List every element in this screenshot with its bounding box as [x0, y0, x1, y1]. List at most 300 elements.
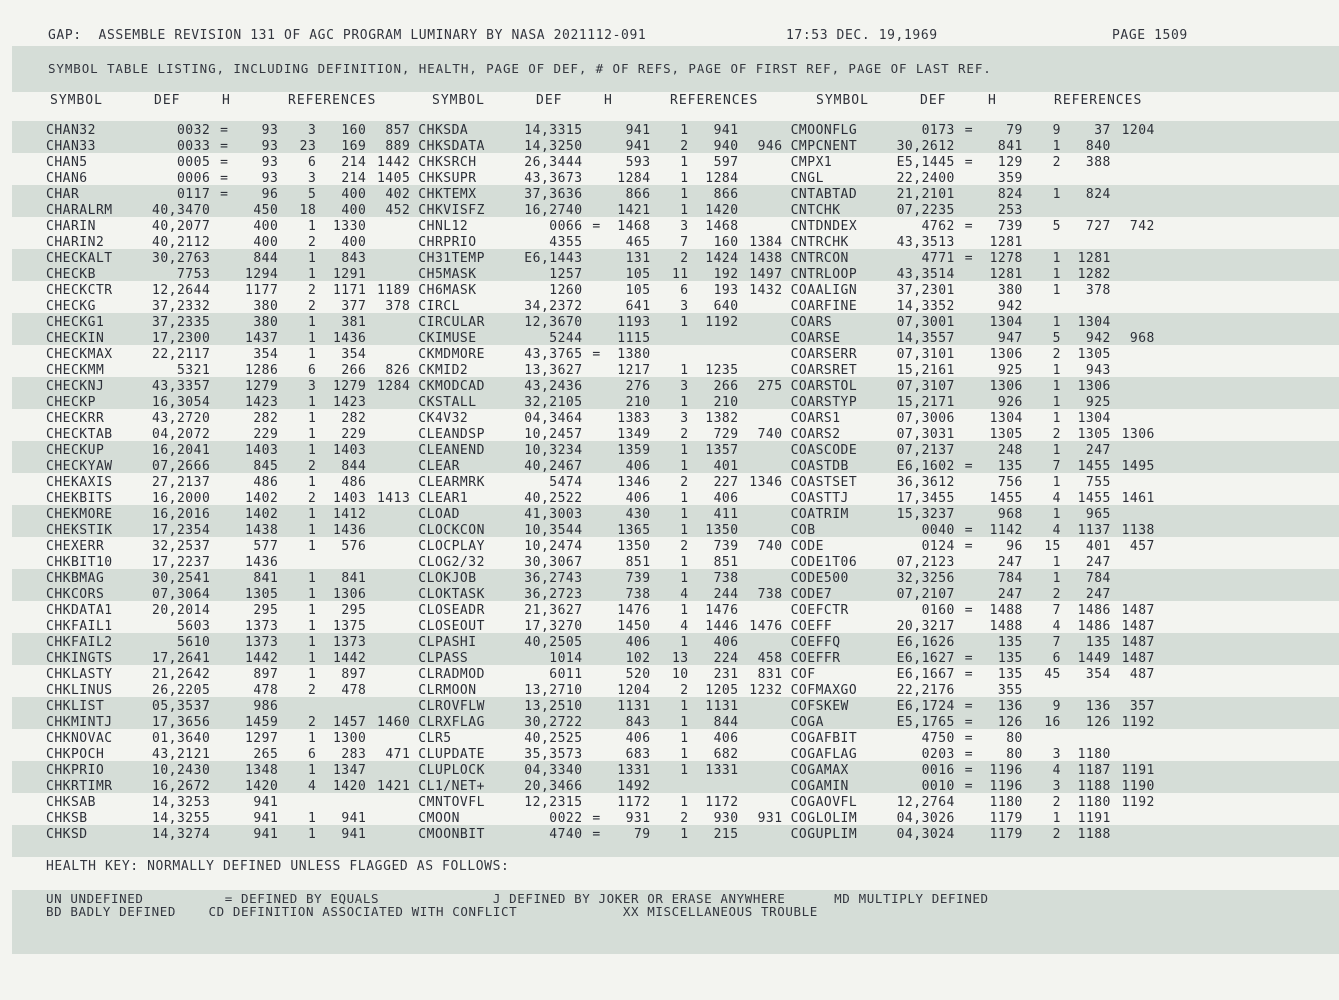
last-ref — [739, 715, 783, 731]
symbol-health — [583, 795, 611, 811]
first-ref: 283 — [341, 747, 367, 762]
symbol-def: 36,2743 — [524, 571, 583, 586]
ref-count: 4 — [1052, 523, 1061, 538]
first-ref: 400 — [341, 235, 367, 250]
symbol-name: CHKSDATA — [418, 139, 485, 154]
first-ref — [316, 555, 366, 571]
column-gap — [410, 251, 418, 267]
symbol-health — [583, 763, 611, 779]
column-gap — [410, 507, 418, 523]
last-ref — [739, 827, 783, 843]
symbol-def: 40,2467 — [524, 459, 583, 474]
ref-count: 2 — [307, 235, 317, 250]
symbol-def: 41,3003 — [524, 507, 583, 522]
first-ref — [1061, 299, 1111, 315]
column-gap — [410, 539, 418, 555]
def-page: 79 — [1006, 123, 1023, 138]
symbol-health: = — [592, 219, 601, 234]
symbol-health — [210, 491, 238, 507]
symbol-health — [210, 299, 238, 315]
symbol-name: COARS1 — [790, 411, 841, 426]
ref-count: 3 — [680, 379, 689, 394]
symbol-def: 40,2525 — [524, 731, 583, 746]
ref-count: 1 — [1052, 571, 1061, 586]
symbol-health: = — [964, 651, 974, 666]
first-ref: 943 — [1085, 363, 1111, 378]
last-ref — [366, 699, 410, 715]
column-gap — [783, 363, 791, 379]
column-gap — [410, 411, 418, 427]
ref-count: 1 — [1052, 315, 1061, 330]
symbol-def: 20,3466 — [524, 779, 583, 794]
last-ref — [739, 347, 783, 363]
symbol-name: CHECKMAX — [46, 347, 113, 362]
symbol-health: = — [964, 715, 974, 730]
symbol-name: CHKSRCH — [418, 155, 477, 170]
symbol-health — [955, 363, 983, 379]
first-ref — [1061, 171, 1111, 187]
symbol-health: = — [964, 699, 974, 714]
column-gap — [783, 779, 791, 795]
last-ref: 831 — [757, 667, 783, 682]
symbol-health — [210, 203, 238, 219]
symbol-name: CLOSEOUT — [418, 619, 485, 634]
symbol-name: CMNTOVFL — [418, 795, 485, 810]
def-page: 406 — [625, 491, 651, 506]
symbol-health — [210, 475, 238, 491]
symbol-name: COGAFLAG — [790, 747, 858, 762]
last-ref: 931 — [757, 811, 783, 826]
symbol-name: CLEAR — [418, 459, 460, 474]
symbol-def: 26,3444 — [524, 155, 583, 170]
column-gap — [410, 747, 418, 763]
last-ref — [366, 235, 410, 251]
first-ref: 354 — [341, 347, 367, 362]
symbol-health — [583, 523, 611, 539]
last-ref: 1204 — [1121, 123, 1155, 138]
symbol-health: = — [964, 219, 974, 234]
symbol-health — [583, 779, 611, 795]
ref-count: 10 — [671, 667, 689, 682]
symbol-health — [210, 587, 238, 603]
def-page: 1468 — [617, 219, 651, 234]
table-row — [46, 219, 1155, 235]
symbol-def: 17,3656 — [152, 715, 211, 730]
def-page: 851 — [625, 555, 651, 570]
def-page: 1346 — [617, 475, 651, 490]
symbol-health — [955, 139, 983, 155]
def-page: 866 — [625, 187, 651, 202]
def-page: 1383 — [617, 411, 651, 426]
first-ref: 1357 — [705, 443, 739, 458]
symbol-health — [210, 363, 238, 379]
symbol-def: E6,1667 — [896, 667, 955, 682]
first-ref: 1305 — [1077, 347, 1111, 362]
symbol-def: 5474 — [549, 475, 583, 490]
symbol-def: 05,3537 — [152, 699, 211, 714]
ref-count: 1 — [1052, 475, 1061, 490]
symbol-name: CLROVFLW — [418, 699, 485, 714]
column-gap — [783, 171, 791, 187]
table-row — [46, 139, 1155, 155]
first-ref: 1284 — [705, 171, 739, 186]
symbol-health — [583, 123, 611, 139]
def-page: 282 — [253, 411, 279, 426]
symbol-name: CKMDMORE — [418, 347, 485, 362]
def-page: 1286 — [244, 363, 279, 378]
column-gap — [783, 155, 791, 171]
ref-count: 1 — [1052, 555, 1061, 570]
ref-count: 3 — [680, 299, 689, 314]
symbol-def: 0010 — [921, 779, 955, 794]
symbol-def: 40,2505 — [524, 635, 583, 650]
health-key-title: HEALTH KEY: NORMALLY DEFINED UNLESS FLAGGED AS FOLLOWS: — [46, 859, 510, 874]
last-ref — [1111, 299, 1155, 315]
column-gap — [410, 379, 418, 395]
def-page: 1331 — [617, 763, 651, 778]
symbol-health — [955, 395, 983, 411]
first-ref: 266 — [341, 363, 367, 378]
ref-count — [651, 331, 689, 347]
symbol-def: 04,3464 — [524, 411, 583, 426]
ref-count: 1 — [1052, 443, 1061, 458]
ref-count: 5 — [307, 187, 317, 202]
symbol-health — [210, 331, 238, 347]
symbol-health — [583, 299, 611, 315]
last-ref — [739, 523, 783, 539]
last-ref — [739, 155, 783, 171]
column-gap — [410, 459, 418, 475]
symbol-def: 0033 — [176, 139, 211, 154]
first-ref: 1403 — [332, 443, 367, 458]
def-page: 1278 — [989, 251, 1023, 266]
symbol-health — [210, 795, 238, 811]
symbol-def: 10,2474 — [524, 539, 583, 554]
ref-count: 1 — [307, 763, 317, 778]
symbol-name: COGLOLIM — [790, 811, 858, 826]
ref-count — [1023, 235, 1061, 251]
ref-count: 3 — [307, 379, 317, 394]
column-gap — [783, 379, 791, 395]
column-gap — [410, 491, 418, 507]
def-page: 105 — [625, 283, 651, 298]
last-ref: 1432 — [749, 283, 783, 298]
def-page: 1306 — [989, 379, 1023, 394]
last-ref — [366, 539, 410, 555]
ref-count: 7 — [1052, 459, 1061, 474]
def-page: 641 — [625, 299, 651, 314]
def-page: 406 — [625, 731, 651, 746]
last-ref: 946 — [757, 139, 783, 154]
column-gap — [410, 731, 418, 747]
last-ref — [1111, 187, 1155, 203]
first-ref: 1436 — [332, 523, 367, 538]
symbol-def: 17,3455 — [896, 491, 955, 506]
column-gap — [783, 651, 791, 667]
symbol-def: 37,3636 — [524, 187, 583, 202]
column-gap — [783, 587, 791, 603]
column-gap — [783, 235, 791, 251]
symbol-def: E6,1724 — [896, 699, 955, 714]
table-row — [46, 475, 1155, 491]
def-page: 947 — [997, 331, 1023, 346]
symbol-name: COEFF — [790, 619, 833, 634]
ref-count: 1 — [1052, 395, 1061, 410]
col-header-symbol: SYMBOL — [432, 93, 485, 108]
column-gap — [410, 635, 418, 651]
symbol-def: 5321 — [176, 363, 211, 378]
symbol-def: 0124 — [921, 539, 955, 554]
column-gap — [783, 347, 791, 363]
symbol-def: 21,2642 — [152, 667, 211, 682]
first-ref: 1423 — [332, 395, 367, 410]
symbol-health — [583, 283, 611, 299]
first-ref: 1304 — [1077, 411, 1111, 426]
symbol-health — [210, 715, 238, 731]
table-row — [46, 395, 1155, 411]
def-page: 96 — [1006, 539, 1023, 554]
ref-count: 1 — [680, 795, 689, 810]
last-ref — [1111, 747, 1155, 763]
symbol-name: COEFCTR — [790, 603, 849, 618]
symbol-health: = — [592, 827, 601, 842]
last-ref — [739, 123, 783, 139]
symbol-health — [955, 795, 983, 811]
first-ref: 576 — [341, 539, 367, 554]
symbol-health — [583, 139, 611, 155]
symbol-def: 1257 — [549, 267, 583, 282]
symbol-health: = — [964, 779, 974, 794]
symbol-name: CHKSUPR — [418, 171, 477, 186]
ref-count: 3 — [307, 171, 317, 186]
first-ref: 1382 — [705, 411, 739, 426]
ref-count: 15 — [1044, 539, 1061, 554]
symbol-name: CHKPOCH — [46, 747, 105, 762]
symbol-health — [583, 555, 611, 571]
first-ref: 843 — [341, 251, 367, 266]
ref-count: 2 — [307, 715, 317, 730]
ref-count: 1 — [1052, 251, 1061, 266]
first-ref — [689, 331, 739, 347]
symbol-def: 0203 — [921, 747, 955, 762]
symbol-def: 07,2107 — [896, 587, 955, 602]
symbol-def: 10,2430 — [152, 763, 211, 778]
last-ref — [1111, 315, 1155, 331]
def-page: 942 — [997, 299, 1023, 314]
ref-count: 9 — [1052, 699, 1061, 714]
last-ref: 1138 — [1121, 523, 1155, 538]
column-gap — [783, 827, 791, 843]
symbol-name: CHECKUP — [46, 443, 105, 458]
ref-count: 1 — [680, 555, 689, 570]
first-ref: 192 — [713, 267, 739, 282]
symbol-name: CHAN6 — [46, 171, 88, 186]
symbol-def: 43,3513 — [896, 235, 955, 250]
ref-count: 7 — [1052, 603, 1061, 618]
symbol-def: 34,2372 — [524, 299, 583, 314]
ref-count: 1 — [307, 395, 317, 410]
col-header-def: DEF — [154, 93, 181, 108]
last-ref — [1111, 235, 1155, 251]
symbol-health: = — [964, 523, 974, 538]
last-ref: 1191 — [1121, 763, 1155, 778]
symbol-name: CHECKB — [46, 267, 96, 282]
column-gap — [783, 539, 791, 555]
symbol-name: CHECKNJ — [46, 379, 105, 394]
symbol-health — [583, 731, 611, 747]
last-ref: 1487 — [1121, 619, 1155, 634]
symbol-def: 04,2072 — [152, 427, 211, 442]
first-ref: 126 — [1085, 715, 1111, 730]
first-ref: 1468 — [705, 219, 739, 234]
symbol-def: E6,1627 — [896, 651, 955, 666]
last-ref — [739, 779, 783, 795]
ref-count: 4 — [1052, 763, 1061, 778]
symbol-name: CHECKTAB — [46, 427, 113, 442]
ref-count: 2 — [680, 539, 689, 554]
listing-title: GAP: ASSEMBLE REVISION 131 OF AGC PROGRAM LUMINARY BY NASA 2021112-091 — [48, 28, 647, 43]
last-ref — [1111, 555, 1155, 571]
first-ref: 1331 — [705, 763, 739, 778]
symbol-health — [583, 203, 611, 219]
symbol-def: E6,1626 — [896, 635, 955, 650]
def-page: 1402 — [244, 491, 279, 506]
symbol-name: CH6MASK — [418, 283, 477, 298]
first-ref: 231 — [713, 667, 739, 682]
symbol-def: 10,3544 — [524, 523, 583, 538]
def-page: 1380 — [617, 347, 651, 362]
symbol-name: COASTDB — [790, 459, 849, 474]
first-ref — [1061, 203, 1111, 219]
def-page: 986 — [253, 699, 279, 714]
first-ref: 136 — [1085, 699, 1111, 714]
column-gap — [410, 315, 418, 331]
last-ref: 1192 — [1121, 795, 1155, 810]
def-page: 400 — [253, 219, 279, 234]
column-gap — [410, 587, 418, 603]
symbol-health — [210, 315, 238, 331]
def-page: 1423 — [244, 395, 279, 410]
symbol-def: E5,1765 — [896, 715, 955, 730]
symbol-def: 10,3234 — [524, 443, 583, 458]
table-row — [46, 683, 1155, 699]
table-row — [46, 459, 1155, 475]
def-page: 1193 — [617, 315, 651, 330]
symbol-health — [583, 363, 611, 379]
first-ref: 1446 — [705, 619, 739, 634]
symbol-health: = — [964, 155, 974, 170]
last-ref — [366, 459, 410, 475]
ref-count — [651, 779, 689, 795]
last-ref — [1111, 283, 1155, 299]
def-page: 1420 — [244, 779, 279, 794]
last-ref: 857 — [385, 123, 411, 138]
first-ref: 1187 — [1077, 763, 1111, 778]
last-ref: 742 — [1129, 219, 1155, 234]
symbol-def: 4750 — [921, 731, 955, 746]
symbol-health — [210, 251, 238, 267]
first-ref: 401 — [713, 459, 739, 474]
first-ref: 755 — [1085, 475, 1111, 490]
symbol-name: CNTCHK — [790, 203, 841, 218]
symbol-def: 15,2161 — [896, 363, 955, 378]
ref-count: 2 — [680, 427, 689, 442]
column-gap — [783, 683, 791, 699]
symbol-name: CODE1T06 — [790, 555, 858, 570]
symbol-name: COARSE — [790, 331, 841, 346]
def-page: 739 — [625, 571, 651, 586]
last-ref — [1111, 347, 1155, 363]
first-ref — [316, 699, 366, 715]
def-page: 355 — [997, 683, 1023, 698]
ref-count: 2 — [307, 683, 317, 698]
ref-count: 23 — [299, 139, 317, 154]
ref-count: 2 — [1052, 155, 1061, 170]
symbol-health — [210, 619, 238, 635]
ref-count: 1 — [680, 171, 689, 186]
symbol-name: CHKSB — [46, 811, 88, 826]
symbol-name: CHRPRIO — [418, 235, 477, 250]
last-ref — [366, 731, 410, 747]
symbol-def: 12,2764 — [896, 795, 955, 810]
symbol-health — [955, 331, 983, 347]
first-ref: 1306 — [1077, 379, 1111, 394]
last-ref — [366, 667, 410, 683]
last-ref: 968 — [1129, 331, 1155, 346]
symbol-name: COASTSET — [790, 475, 858, 490]
column-gap — [783, 635, 791, 651]
last-ref — [1111, 379, 1155, 395]
first-ref — [1061, 683, 1111, 699]
symbol-def: 43,3765 — [524, 347, 583, 362]
col-header-def: DEF — [920, 93, 947, 108]
ref-count — [1023, 203, 1061, 219]
first-ref: 160 — [341, 123, 367, 138]
symbol-health — [210, 235, 238, 251]
col-header-references: REFERENCES — [670, 93, 759, 108]
def-page: 1365 — [617, 523, 651, 538]
first-ref: 247 — [1085, 443, 1111, 458]
symbol-health — [955, 299, 983, 315]
last-ref — [739, 219, 783, 235]
symbol-health: = — [964, 603, 974, 618]
symbol-health — [955, 411, 983, 427]
symbol-def: 30,2763 — [152, 251, 211, 266]
symbol-health: = — [964, 763, 974, 778]
ref-count: 1 — [680, 571, 689, 586]
ref-count: 1 — [680, 123, 689, 138]
listing-time: 17:53 DEC. 19,1969 — [786, 28, 938, 43]
column-gap — [410, 123, 418, 139]
symbol-def: 35,3573 — [524, 747, 583, 762]
table-row — [46, 635, 1155, 651]
symbol-def: 22,2117 — [152, 347, 211, 362]
symbol-name: CNTRCON — [790, 251, 849, 266]
def-page: 380 — [253, 299, 279, 314]
ref-count: 9 — [1052, 123, 1061, 138]
table-row — [46, 171, 1155, 187]
symbol-health — [210, 427, 238, 443]
symbol-health — [210, 283, 238, 299]
def-page: 925 — [997, 363, 1023, 378]
col-header-def: DEF — [536, 93, 563, 108]
column-gap — [783, 507, 791, 523]
ref-count: 1 — [307, 667, 317, 682]
table-row — [46, 283, 1155, 299]
symbol-health — [955, 427, 983, 443]
first-ref: 388 — [1085, 155, 1111, 170]
def-page: 93 — [261, 171, 279, 186]
